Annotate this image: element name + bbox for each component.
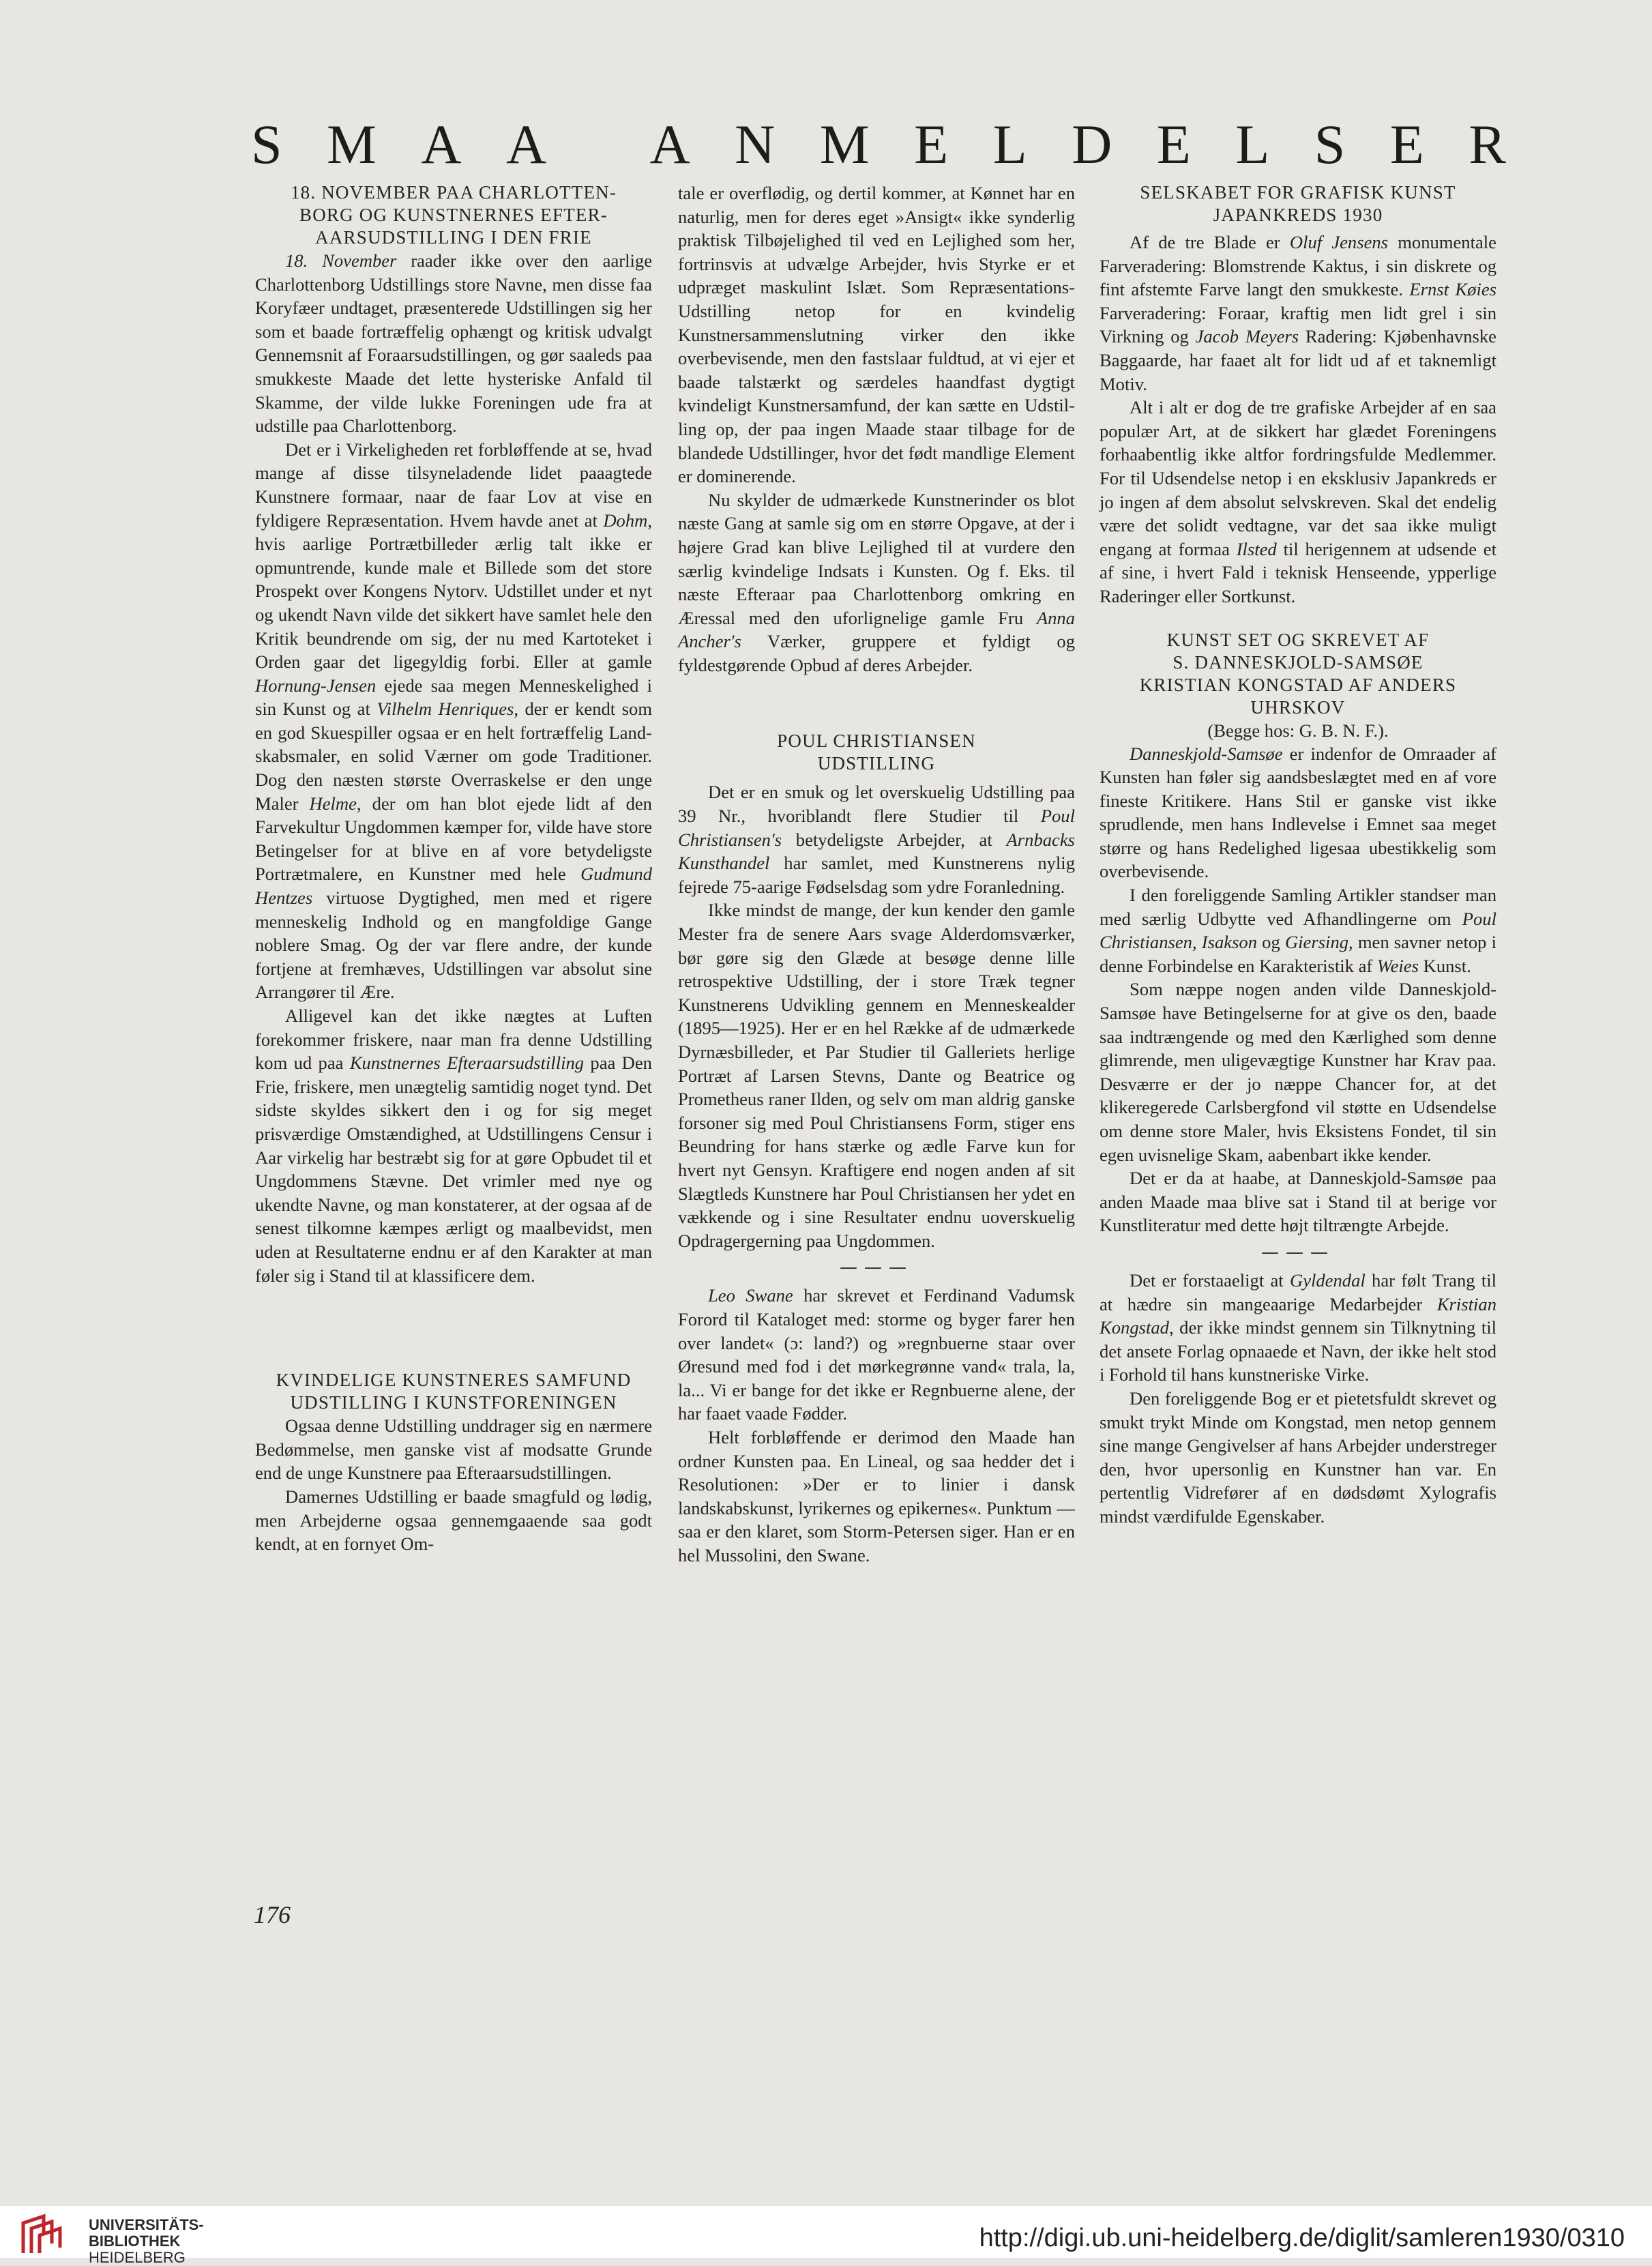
spacer [255, 1287, 652, 1369]
body-paragraph: Alt i alt er dog de tre grafiske Arbejder af en saa populær Art, at de sikkert har glædet Foreningens forhaabentlig ikke altfor fordringsfulde Medlemmer. For til Udsendelse netop i en eksklusiv Japankreds er jo ingen af dem absolut selvskreven. Skal det endelig være det solidt vedtagne, var det saa ikke muligt engang at formaa Ilsted til herigennem at udsende et af sine, i hvert Fald i teknisk Henseende, ypperlige Raderinger eller Sortkunst. [1100, 397, 1496, 606]
body-paragraph: 18. November raader ikke over den aarlige Charlottenborg Udstillings store Navne, men disse faa Koryfæer undtaget, præsenterede Udstillingen sig her som et baade fortræffelig ophængt og kritisk udvalgt Gennemsnit af Foraarsudstillingen, og gør saaleds paa smukkeste Maade det lette hysteriske Anfald til Skamme, der vilde lukke Foreningen ude fra at udstille paa Charlottenborg. [255, 250, 652, 437]
article-heading-line: KUNST SET OG SKREVET AF [1166, 629, 1430, 650]
body-paragraph: I den foreliggende Samling Artikler standser man med særlig Udbytte ved Afhandlingerne om Poul Christiansen, Isakson og Giersing, men savner netop i denne Forbindelse en Karakteristik af Weies Kunst. [1100, 885, 1497, 976]
spacer [678, 677, 1075, 730]
body-paragraph: Helt forbløffende er derimod den Maade han ordner Kunsten paa. En Lineal, og saa hedder det i Resolutionen: »Der er to linier i dansk landskabskunst, lyrikernes og epikernes«. Punktum — saa er den klaret, som Storm-Petersen siger. Han er en hel Mussolini, den Swane. [678, 1426, 1075, 1565]
body-paragraph: Alligevel kan det ikke nægtes at Luften forekommer friskere, naar man fra denne Udstilling kom ud paa Kunstnernes Efteraarsudstilling paa Den Frie, friskere, men unægtelig samtidig noget tynd. Det sidste skyldes sikkert den i og for sig meget prisværdige Omstændighed, at Udstillingens Censur i Aar virkelig har bestræbt sig for at gøre Opbudet til et Ungdommens Stævne. Det vrimler med nye og ukendte Navne, og man konstaterer, at der ogsaa af de senest tilkomne kæmpes ærligt og maalbevidst, men uden at Resultaterne endnu er af den Karakter at man føler sig i Stand til at klassificere dem. [255, 1005, 652, 1286]
body-paragraph: Det er forstaaeligt at Gyldendal har følt Trang til at hædre sin mangeaarige Medarbejder Kristian Kongstad, der ikke mindst gennem sin Tilknytning til det ansete Forlag opnaaede et Navn, der ikke helt stod i Forhold til hans kunstneriske Virke. [1100, 1269, 1497, 1385]
text-column-middle [678, 181, 1075, 1567]
body-paragraph: Som næppe nogen anden vilde Danneskjold-Samsøe have Betingelserne for at give os den, baade saa indtrængende og med den Kærlighed som denne glimrende, men uligevægtige Kunstner har Krav paa. Desværre er der jo næppe Chancer for, at det klikeregerede Carlsbergfond vil støtte en Udsendelse om denne store Maler, hvis Eksistens Fondet, til sin egen uvisnelige Skam, aabenbart ikke kender. [1100, 979, 1496, 1165]
title-letter: A [649, 113, 690, 175]
article-heading-line: KRISTIAN KONGSTAD AF ANDERS [1139, 674, 1457, 695]
article-heading-line: AARSUDSTILLING I DEN FRIE [315, 227, 592, 248]
text-column-left [255, 181, 652, 1556]
library-name: UNIVERSITÄTS- BIBLIOTHEK HEIDELBERG [89, 2216, 204, 2266]
article-heading-line: KVINDELIGE KUNSTNERES SAMFUND [276, 1370, 632, 1391]
body-paragraph: Af de tre Blade er Oluf Jensens monumentale Farveradering: Blomstrende Kaktus, i sin diskrete og fint afstemte Farve langt den smukkeste. Ernst Køies Farveradering: Foraar, kraftig men lidt grel i sin Virkning og Jacob Meyers Radering: Kjøbenhavnske Baggaarde, har faaet alt for lidt ud af et taknemligt Motiv. [1100, 232, 1496, 394]
body-paragraph: Leo Swane har skrevet et Ferdinand Vadumsk Forord til Kataloget med: storme og byger farer hen over landet« (ɔ: land?) og »regnbuerne staar over Øresund med fod i det mørkegrønne vand« trala, la, la... Vi er bange for det ikke er Regnbuerne alene, der har faaet vaade Fødder. [678, 1285, 1075, 1424]
title-letter: L [1235, 113, 1270, 175]
title-letter: D [1072, 113, 1112, 175]
page-number: 176 [254, 1901, 291, 1928]
title-letter: E [914, 113, 949, 175]
title-letter: R [1469, 113, 1506, 175]
body-paragraph: Ogsaa denne Udstilling unddrager sig en nærmere Bedømmelse, men ganske vist af modsatte Grunde end de unge Kunstnere paa Efteraarsudstillingen. [255, 1415, 652, 1484]
body-paragraph: Det er en smuk og let overskuelig Udstilling paa 39 Nr., hvoriblandt flere Studier til Poul Christiansen's betydeligste Arbejder, at Arnbacks Kunsthandel har samlet, med Kunstnerens nylig fejrede 75-aarige Fødselsdag som ydre Foranledning. [678, 782, 1075, 897]
article-heading [255, 1369, 652, 1414]
publisher-note: (Begge hos: G. B. N. F.). [1207, 720, 1389, 741]
body-paragraph: Danneskjold-Samsøe er indenfor de Omraader af Kunsten han føler sig aandsbeslægtet med en af vore fineste Kritikere. Hans Stil er ganske vist ikke sprudlende, men hans Indlevelse i Emnet saa meget større og hans Redelighed ligesaa ubestikkelig som overbevisende. [1100, 743, 1496, 882]
article-heading [1100, 181, 1496, 226]
title-letter: M [819, 113, 870, 175]
body-paragraph: Det er i Virkeligheden ret forbløffende at se, hvad mange af disse tilsyneladende lidet paaagtede Kunstnere formaar, naar de faar Lov at vise en fyldigere Repræsentation. Hvem havde anet at Dohm, hvis aarlige Portrætbilleder ærlig talt ikke er opmuntrende, kunde male et Billede som det store Prospekt over Kongens Nytorv. Udstillet under et nyt og ukendt Navn vilde det sikkert have samlet hele den Kritik beundrende om sig, der nu med Kartoteket i Orden gaar det ligegyldig forbi. Eller at gamle Hornung-Jensen ejede saa megen Menneskelighed i sin Kunst og at Vilhelm Henriques, der er kendt som en god Skuespiller ogsaa er en helt fortræffelig Landskabsmaler, en solid Værner om gode Traditioner. Dog den næsten største Overraskelse er den unge Maler Helme, der om han blot ejede lidt af den Farvekultur Ungdommen kæmper for, vilde have store Betingelser for at blive en af vore betydeligste Portrætmalere, en Kunstner med hele Gudmund Hentzes virtuose Dygtighed, men med et rigere menneskelig Indhold og en mangfoldige Gange noblere Smag. Og der var flere andre, der kunde fortjene at fremhæves, Udstillingen var absolut sine Arrangører til Ære. [255, 439, 652, 1003]
article-heading [1100, 629, 1496, 719]
article-heading [678, 730, 1075, 775]
body-paragraph: Den foreliggende Bog er et pietetsfuldt skrevet og smukt trykt Minde om Kongstad, men netop gennem sine mange Gengivelser af hans Arbejder understreger den, hvor upersonlig en Kunstner han var. En pertentlig Vidrefører af en dødsdømt Xylografis mindst værdifulde Egenskaber. [1100, 1387, 1496, 1527]
library-logo-icon [16, 2213, 82, 2257]
spacer [1100, 608, 1496, 629]
title-letter: S [251, 113, 282, 175]
body-paragraph: Ikke mindst de mange, der kun kender den gamle Mester fra de senere Aars svage Alderdomsværker, bør gøre sig den Glæde at besøge denne lille retrospektive Udstilling, der i store Træk tegner Kunstnerens Udvikling gennem en Menneskealder (1895—1925). Her er en hel Række af de udmærkede Dyrnæsbilleder, et Par Studier til Galleriets herlige Portræt af Larsen Stevns, Dante og Beatrice og Prometheus raner Ilden, og selv om man aldrig ganske forsoner sig med Poul Christiansens Form, stiger ens Beundring for hans stærke og ædle Farve kun for hvert nyt Gensyn. Kraftigere end nogen anden af sit Slægtleds Kunstnere har Poul Christiansen her ydet en vækkende og i sine Resultater endnu uoverskuelig Opdragergerning paa Ungdommen. [678, 900, 1075, 1251]
article-heading-line: 18. NOVEMBER PAA CHARLOTTEN- [290, 182, 617, 203]
article-heading-line: UDSTILLING [817, 753, 936, 774]
page-title [251, 113, 1506, 177]
title-letter [591, 113, 606, 177]
article-heading-line: SELSKABET FOR GRAFISK KUNST [1140, 182, 1456, 203]
title-letter: A [421, 113, 462, 175]
title-letter: L [992, 113, 1027, 175]
title-letter: A [505, 113, 547, 175]
text-column-right [1100, 181, 1496, 1529]
article-heading-line: POUL CHRISTIANSEN [777, 731, 976, 752]
body-paragraph: Damernes Udstilling er baade smagfuld og lødig, men Arbejderne ogsaa gennemgaaende saa godt kendt, at en fornyet Om- [255, 1486, 652, 1555]
title-letter: E [1156, 113, 1191, 175]
body-paragraph: Det er da at haabe, at Danneskjold-Samsøe paa anden Maade maa blive sat i Stand til at berige vor Kunstliteratur med dette højt tiltrængte Arbejde. [1100, 1168, 1496, 1236]
article-heading [255, 181, 652, 249]
body-paragraph: Nu skylder de udmærkede Kunstnerinder os blot næste Gang at samle sig om en større Opgave, at der i højere Grad kan blive Lejlighed til at vurdere den særlig kvindelige Indsats i Kunsten. Og f. Eks. til næste Efteraar paa Charlottenborg omkring en Æressal med den uforlignelige gamle Fru Anna Ancher's Værker, gruppere et fyldigt og fyldestgørende Opbud af deres Arbejder. [678, 489, 1075, 675]
body-paragraph: tale er overflødig, og dertil kommer, at Kønnet har en naturlig, men for deres eget »Ansigt« ikke synderlig praktisk Tilbøjelighed til ved en Lejlighed som her, fortrinsvis at udvælge Arbejder, hvis Styrke er et udpræget maskulint Islæt. Som Repræsentations-Udstilling netop for en kvindelig Kunstnersammenslutning virker den ikke overbevisende, men den fastslaar fuldtud, at vi ejer et baade talstærkt og særdeles haandfast dygtigt kvindeligt Kunstnersamfund, der kan sætte en Udstilling op, der paa ingen Maade staar tilbage for de blandede Udstillinger, hvor det født mandlige Element er dominerende. [678, 183, 1075, 487]
spacer [678, 775, 1075, 780]
title-letter: E [1389, 113, 1424, 175]
article-heading-line: BORG OG KUNSTNERNES EFTER- [299, 205, 608, 225]
title-letter: S [1314, 113, 1346, 175]
article-heading-line: S. DANNESKJOLD-SAMSØE [1172, 651, 1424, 673]
section-separator: ——— [1261, 1241, 1335, 1263]
section-separator: ——— [840, 1257, 913, 1278]
article-heading-line: JAPANKREDS 1930 [1213, 205, 1383, 225]
title-letter: N [735, 113, 776, 175]
article-heading-line: UDSTILLING I KUNSTFORENINGEN [290, 1392, 617, 1413]
source-url-link[interactable]: http://digi.ub.uni-heidelberg.de/diglit/samleren1930/0310 [979, 2224, 1625, 2252]
title-letter: M [327, 113, 377, 175]
article-heading-line: UHRSKOV [1250, 696, 1346, 718]
